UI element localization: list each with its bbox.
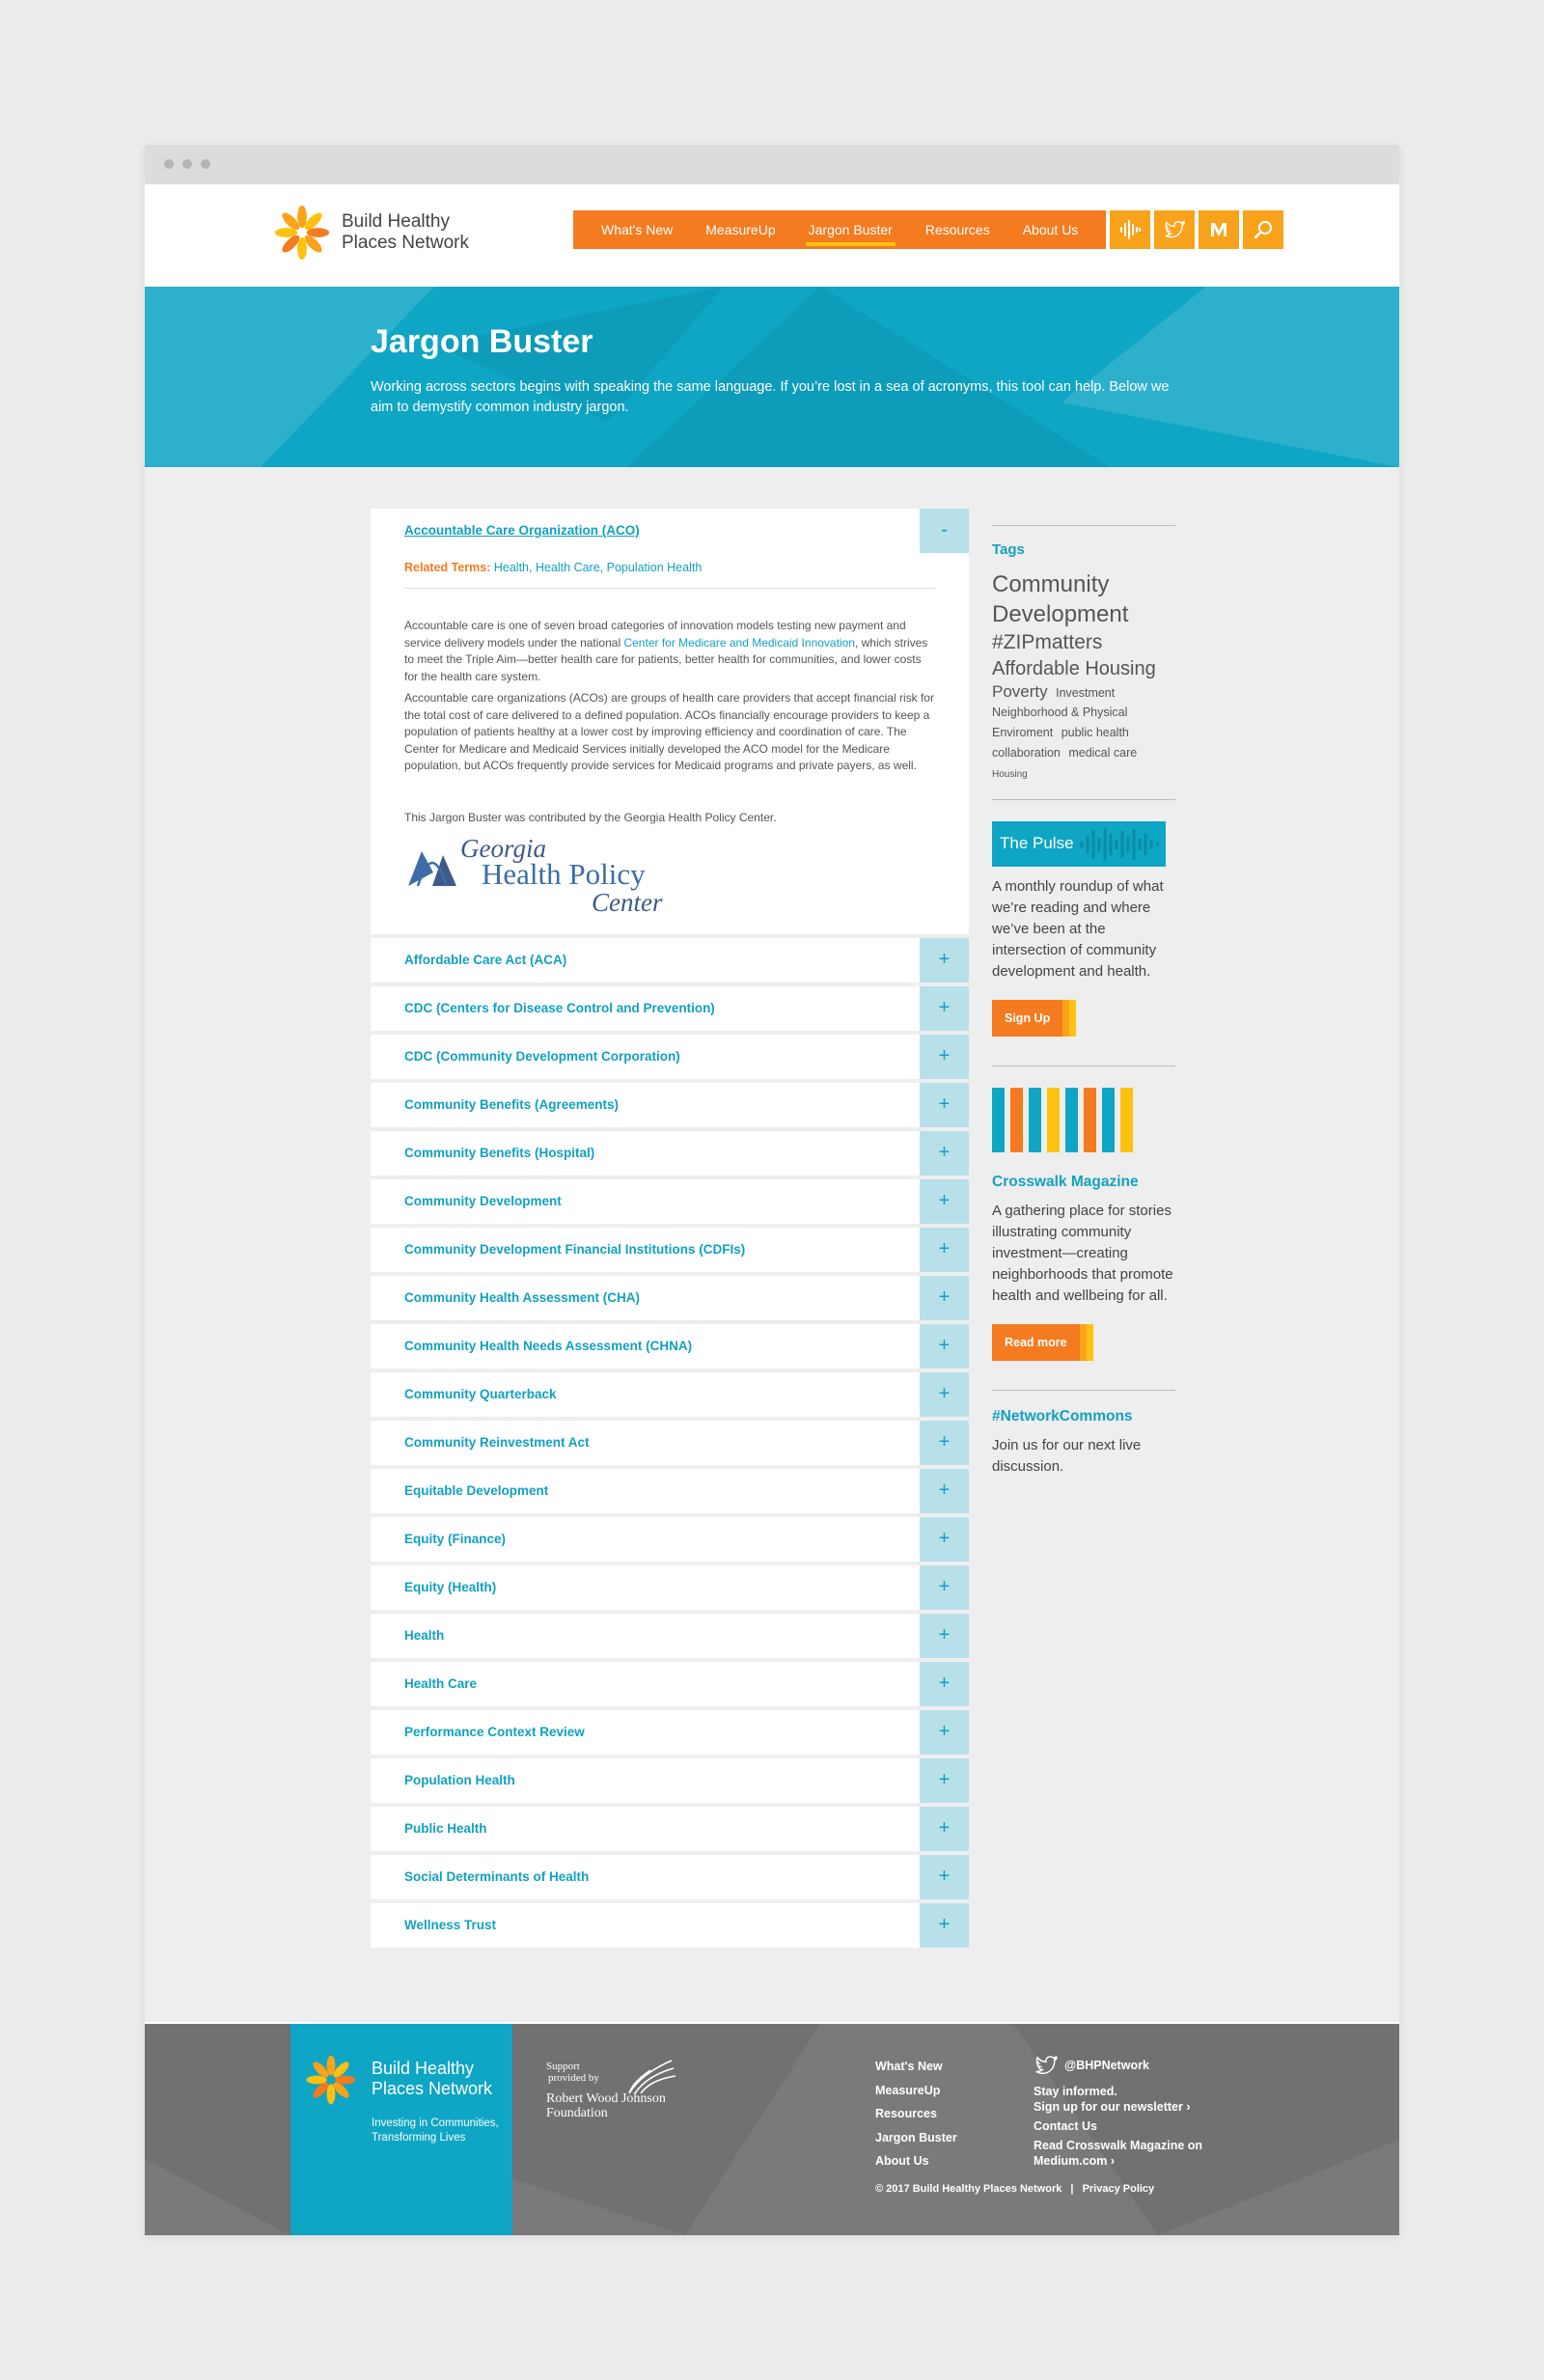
tag-link[interactable]: Community: [992, 571, 1110, 597]
logo-line-1: Build Healthy: [342, 211, 450, 232]
ghpc-emblem-icon: [404, 844, 460, 890]
accordion-item-expanded: [371, 509, 969, 934]
footer-tagline: Transforming Lives: [372, 2132, 466, 2144]
pulse-icon: [1118, 218, 1142, 241]
expand-toggle[interactable]: +: [920, 1324, 969, 1369]
pulse-description: A monthly roundup of what we’re reading and where we’ve been at the intersection of community development and health.: [992, 877, 1164, 980]
collapse-toggle[interactable]: -: [920, 509, 969, 553]
accordion-item[interactable]: [371, 1131, 969, 1176]
ghpc-logo-text: Georgia: [460, 834, 546, 863]
flower-logo-icon: [304, 2053, 358, 2107]
expand-toggle[interactable]: +: [920, 1083, 969, 1127]
crosswalk-description: A gathering place for stories illustrating community investment—creating neighborhoods that promote health and wellbeing for all.: [992, 1202, 1173, 1304]
divider: [992, 1390, 1175, 1391]
term-list: [371, 938, 969, 1948]
tag-link[interactable]: Housing: [992, 768, 1028, 780]
color-stripe: [992, 1088, 1005, 1152]
rwjf-name: Foundation: [546, 2106, 608, 2120]
logo-line-2: Places Network: [342, 233, 469, 253]
browser-window: [145, 145, 1399, 2235]
main-content: [145, 467, 1399, 2022]
nav-jargon-buster[interactable]: Jargon Buster: [792, 210, 909, 249]
tag-cloud: [992, 569, 1175, 784]
term-title[interactable]: Social Determinants of Health: [404, 1869, 590, 1884]
rwjf-support[interactable]: [546, 2061, 666, 2120]
related-terms: Related Terms: Health, Health Care, Population Health: [404, 553, 935, 589]
search-nav-button[interactable]: [1243, 210, 1283, 249]
footer-nav: [875, 2055, 957, 2173]
term-title[interactable]: Equity (Health): [404, 1580, 497, 1594]
expand-toggle[interactable]: +: [920, 1807, 969, 1851]
tag-link[interactable]: public health: [1061, 726, 1129, 740]
expand-toggle[interactable]: +: [920, 1758, 969, 1803]
tag-link[interactable]: medical care: [1068, 746, 1138, 761]
expand-toggle[interactable]: +: [920, 1131, 969, 1176]
accordion-item[interactable]: [371, 1710, 969, 1755]
main-nav: [573, 210, 1283, 249]
cmmi-link[interactable]: Center for Medicare and Medicaid Innovation: [623, 635, 855, 650]
soundwave-icon: [1079, 826, 1160, 863]
accordion-item[interactable]: [371, 938, 969, 982]
accordion-item[interactable]: [371, 1372, 969, 1417]
tag-link[interactable]: Neighborhood & Physical Enviroment: [992, 706, 1128, 740]
accordion-item[interactable]: [371, 1179, 969, 1224]
term-title[interactable]: Community Benefits (Hospital): [404, 1146, 595, 1160]
related-term-link[interactable]: Health Care: [535, 561, 600, 574]
footer-link-jargon-buster[interactable]: Jargon Buster: [875, 2130, 957, 2145]
contributor-note: This Jargon Buster was contributed by the Georgia Health Policy Center.: [404, 810, 777, 824]
the-pulse-banner[interactable]: [992, 821, 1166, 867]
medium-nav-button[interactable]: [1199, 210, 1239, 249]
expand-toggle[interactable]: +: [920, 1276, 969, 1320]
nav-measureup[interactable]: MeasureUp: [705, 222, 776, 237]
accordion-item[interactable]: [371, 1614, 969, 1658]
sign-up-label: Sign Up: [992, 1000, 1062, 1037]
glossary-accordion: [371, 509, 969, 1951]
term-title[interactable]: Equitable Development: [404, 1483, 549, 1498]
accordion-item[interactable]: [371, 1276, 969, 1320]
browser-chrome: [145, 145, 1399, 184]
related-term-link[interactable]: Population Health: [606, 561, 703, 574]
term-title[interactable]: Wellness Trust: [404, 1918, 497, 1932]
nav-resources[interactable]: Resources: [924, 222, 990, 237]
expand-toggle[interactable]: +: [920, 1228, 969, 1272]
definition-text: , which strives to meet the Triple Aim—better health care for patients, better health for communities, and lower costs for the health care system.: [404, 635, 928, 683]
flower-logo-icon: [272, 203, 332, 263]
accordion-item[interactable]: [371, 1903, 969, 1948]
tags-heading: Tags: [992, 541, 1025, 558]
footer-connect: [1034, 2055, 1202, 2169]
term-title[interactable]: Affordable Care Act (ACA): [404, 953, 567, 967]
related-terms-label: Related Terms:: [404, 561, 491, 574]
definition-paragraph: [404, 618, 935, 685]
footer-tagline: Investing in Communities,: [372, 2117, 499, 2129]
expand-toggle[interactable]: +: [920, 1517, 969, 1562]
support-text: provided by: [548, 2072, 599, 2084]
footer-link-about-us[interactable]: About Us: [875, 2154, 929, 2168]
window-dot: [164, 159, 174, 169]
site-header: [145, 184, 1399, 287]
footer-brand-line: Places Network: [372, 2079, 493, 2098]
term-title[interactable]: Performance Context Review: [404, 1725, 585, 1739]
expand-toggle[interactable]: +: [920, 1421, 969, 1465]
tag-link[interactable]: collaboration: [992, 746, 1061, 761]
footer-link-measureup[interactable]: MeasureUp: [875, 2083, 941, 2097]
window-dot: [182, 159, 192, 169]
term-title[interactable]: Community Benefits (Agreements): [404, 1097, 620, 1112]
term-title[interactable]: Community Health Needs Assessment (CHNA): [404, 1339, 693, 1353]
accordion-item[interactable]: [371, 1517, 969, 1562]
crosswalk-title[interactable]: Crosswalk Magazine: [992, 1173, 1139, 1190]
accordion-item[interactable]: [371, 1662, 969, 1706]
tag-link[interactable]: Affordable Housing: [992, 657, 1156, 679]
term-title[interactable]: CDC (Centers for Disease Control and Prevention): [404, 1001, 715, 1015]
accordion-item[interactable]: [371, 1469, 969, 1513]
footer-brand-line: Build Healthy: [372, 2059, 475, 2078]
expand-toggle[interactable]: +: [920, 1469, 969, 1513]
sidebar: [992, 525, 1175, 1478]
rwjf-flame-icon: [621, 2057, 679, 2095]
term-title[interactable]: Health Care: [404, 1676, 478, 1691]
term-title[interactable]: Health: [404, 1628, 445, 1643]
pulse-nav-button[interactable]: [1110, 210, 1150, 249]
expand-toggle[interactable]: +: [920, 986, 969, 1031]
stay-informed-text: Stay informed.: [1034, 2085, 1117, 2098]
expand-toggle[interactable]: +: [920, 1903, 969, 1948]
expand-toggle[interactable]: +: [920, 938, 969, 982]
term-title[interactable]: CDC (Community Development Corporation): [404, 1049, 680, 1064]
hero-banner: [145, 287, 1399, 467]
accordion-item[interactable]: [371, 1565, 969, 1610]
support-text: Support: [546, 2061, 580, 2072]
color-stripe: [1047, 1088, 1060, 1152]
color-stripe: [1120, 1088, 1133, 1152]
related-term-link[interactable]: Health: [493, 561, 530, 574]
the-pulse-title: The Pulse: [1000, 833, 1074, 852]
page-title: Jargon Buster: [371, 323, 593, 360]
copyright: © 2017 Build Healthy Places Network: [875, 2183, 1062, 2195]
color-stripe: [1010, 1088, 1023, 1152]
search-icon: [1252, 218, 1275, 241]
term-title[interactable]: Accountable Care Organization (ACO): [404, 523, 640, 538]
tag-link[interactable]: Investment: [1056, 685, 1116, 700]
color-stripe: [1065, 1088, 1078, 1152]
tag-link[interactable]: Poverty: [992, 681, 1048, 701]
read-more-button[interactable]: [992, 1324, 1175, 1361]
nav-about-us[interactable]: About Us: [1022, 222, 1079, 237]
term-title[interactable]: Community Reinvestment Act: [404, 1435, 590, 1450]
window-dot: [201, 159, 210, 169]
color-stripe: [1029, 1088, 1041, 1152]
footer-link-resources[interactable]: Resources: [875, 2107, 937, 2120]
divider: [992, 1065, 1175, 1066]
page-intro: Working across sectors begins with speaking the same language. If you’re lost in a sea of acronyms, this tool can help. Below we aim to demystify common industry jargon.: [371, 379, 1170, 415]
privacy-policy-link[interactable]: Privacy Policy: [1082, 2183, 1155, 2195]
accordion-item[interactable]: [371, 1421, 969, 1465]
ghpc-logo-text: Health Policy: [482, 857, 646, 891]
read-more-label: Read more: [992, 1324, 1080, 1361]
button-accent: [1080, 1324, 1087, 1361]
accordion-item[interactable]: [371, 1083, 969, 1127]
accordion-item[interactable]: [371, 1758, 969, 1803]
footer-separator: |: [1070, 2183, 1074, 2195]
term-definition: [371, 553, 969, 934]
twitter-nav-button[interactable]: [1154, 210, 1195, 249]
contact-us-link[interactable]: Contact Us: [1034, 2119, 1097, 2133]
accordion-item[interactable]: [371, 1035, 969, 1079]
divider: [992, 799, 1175, 800]
twitter-link[interactable]: [1034, 2055, 1202, 2076]
tag-link[interactable]: Development: [992, 601, 1129, 628]
accordion-item[interactable]: [371, 1228, 969, 1272]
definition-paragraph: Accountable care organizations (ACOs) are groups of health care providers that accept financial risk for the total cost of care delivered to a defined population. ACOs financially encourage providers to keep a population of patients healthy at a lower cost by improving efficiency and coordination of care. The Center for Medicare and Medicaid Services initially developed the ACO model for the Medicare population, but ACOs frequently provide services for Medicaid programs and private payers, as well.: [404, 691, 934, 772]
term-title[interactable]: Community Health Assessment (CHA): [404, 1290, 641, 1305]
button-accent: [1087, 1324, 1093, 1361]
site-logo[interactable]: [272, 203, 469, 263]
accordion-header[interactable]: [371, 509, 969, 553]
expand-toggle[interactable]: +: [920, 1372, 969, 1417]
nav-whats-new[interactable]: What's New: [601, 222, 674, 237]
accordion-item[interactable]: [371, 1807, 969, 1851]
accordion-item[interactable]: [371, 986, 969, 1031]
rwjf-name: Robert Wood Johnson: [546, 2091, 666, 2106]
ghpc-logo-text: Center: [592, 888, 663, 917]
term-title[interactable]: Community Development: [404, 1194, 562, 1208]
network-commons-title[interactable]: #NetworkCommons: [992, 1407, 1133, 1425]
crosswalk-stripes-graphic: [992, 1088, 1175, 1152]
twitter-icon: [1034, 2055, 1059, 2076]
color-stripe: [1102, 1088, 1115, 1152]
crosswalk-medium-link[interactable]: Medium.com ›: [1034, 2154, 1116, 2168]
color-stripe: [1084, 1088, 1096, 1152]
expand-toggle[interactable]: +: [920, 1565, 969, 1610]
newsletter-link[interactable]: Sign up for our newsletter ›: [1034, 2100, 1191, 2114]
footer-bottom: [875, 2183, 1154, 2195]
georgia-health-policy-center-logo: [404, 834, 935, 923]
crosswalk-medium-link[interactable]: Read Crosswalk Magazine on: [1034, 2139, 1203, 2152]
twitter-icon: [1163, 218, 1186, 241]
accordion-item[interactable]: [371, 1324, 969, 1369]
expand-toggle[interactable]: +: [920, 1855, 969, 1899]
divider: [992, 525, 1175, 526]
button-accent: [1062, 1000, 1069, 1037]
medium-icon: [1207, 218, 1230, 241]
tag-link[interactable]: #ZIPmatters: [992, 631, 1103, 654]
accordion-item[interactable]: [371, 1855, 969, 1899]
sign-up-button[interactable]: [992, 1000, 1175, 1037]
button-accent: [1069, 1000, 1076, 1037]
footer-link-whats-new[interactable]: What's New: [875, 2060, 943, 2073]
expand-toggle[interactable]: +: [920, 1662, 969, 1706]
network-commons-description: Join us for our next live discussion.: [992, 1436, 1142, 1475]
site-footer: [145, 2024, 1399, 2235]
term-title[interactable]: Community Quarterback: [404, 1387, 557, 1401]
expand-toggle[interactable]: +: [920, 1035, 969, 1079]
twitter-handle: @BHPNetwork: [1064, 2059, 1149, 2072]
term-title[interactable]: Public Health: [404, 1821, 487, 1836]
term-title[interactable]: Community Development Financial Institutions (CDFIs): [404, 1242, 746, 1257]
definition-text: Accountable care is one of seven broad categories of innovation models testing new payment and service delivery models under the national: [404, 619, 906, 650]
expand-toggle[interactable]: +: [920, 1614, 969, 1658]
expand-toggle[interactable]: +: [920, 1179, 969, 1224]
term-title[interactable]: Population Health: [404, 1773, 515, 1787]
footer-brand[interactable]: [290, 2024, 512, 2235]
expand-toggle[interactable]: +: [920, 1710, 969, 1755]
term-title[interactable]: Equity (Finance): [404, 1532, 507, 1546]
